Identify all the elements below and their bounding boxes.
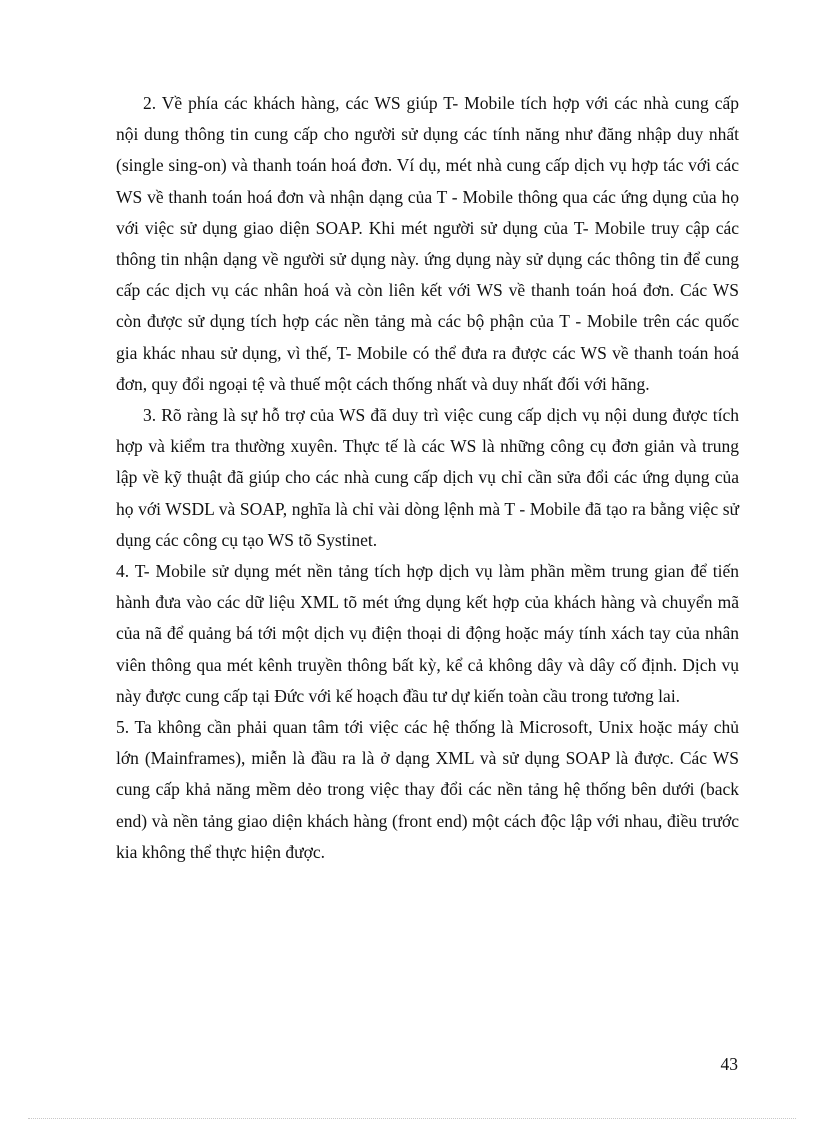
page-bottom-border [28, 1118, 796, 1119]
paragraph-3: 3. Rõ ràng là sự hỗ trợ của WS đã duy trì việc cung cấp dịch vụ nội dung được tích hợp và kiểm tra thường xuyên. Thực tế là các WS là những công cụ đơn giản và trung lập về kỹ thuật đã giúp cho các nhà cung cấp dịch vụ chỉ cần sửa đổi các ứng dụng của họ với WSDL và SOAP, nghĩa là chỉ vài dòng lệnh mà T - Mobile đã tạo ra bằng việc sử dụng các công cụ tạo WS tõ Systinet. [116, 405, 739, 550]
page-body [116, 88, 739, 868]
paragraph-5: 5. Ta không cần phải quan tâm tới việc các hệ thống là Microsoft, Unix hoặc máy chủ lớn (Mainframes), miễn là đầu ra là ở dạng XML và sử dụng SOAP là được. Các WS cung cấp khả năng mềm dẻo trong việc thay đổi các nền tảng hệ thống bên dưới (back end) và nền tảng giao diện khách hàng (front end) một cách độc lập với nhau, điều trước kia không thể thực hiện được. [116, 717, 739, 862]
paragraph-4: 4. T- Mobile sử dụng mét nền tảng tích hợp dịch vụ làm phần mềm trung gian để tiến hành đưa vào các dữ liệu XML tõ mét ứng dụng kết hợp của khách hàng và chuyển mã của nã để quảng bá tới một dịch vụ điện thoại di động hoặc máy tính xách tay của nhân viên thông qua mét kênh truyền thông bất kỳ, kể cả không dây và dây cố định. Dịch vụ này được cung cấp tại Đức với kế hoạch đầu tư dự kiến toàn cầu trong tương lai. [116, 561, 739, 706]
paragraph-2: 2. Về phía các khách hàng, các WS giúp T- Mobile tích hợp với các nhà cung cấp nội dung thông tin cung cấp cho người sử dụng các tính năng như đăng nhập duy nhất (single sing-on) và thanh toán hoá đơn. Ví dụ, mét nhà cung cấp dịch vụ hợp tác với các WS về thanh toán hoá đơn và nhận dạng của T - Mobile thông qua các ứng dụng của họ với việc sử dụng giao diện SOAP. Khi mét người sử dụng của T- Mobile truy cập các thông tin nhận dạng về người sử dụng này. ứng dụng này sử dụng các thông tin để cung cấp các dịch vụ các nhân hoá và còn liên kết với WS về thanh toán hoá đơn. Các WS còn được sử dụng tích hợp các nền tảng mà các bộ phận của T - Mobile trên các quốc gia khác nhau sử dụng, vì thế, T- Mobile có thể đưa ra được các WS về thanh toán hoá đơn, quy đổi ngoại tệ và thuế một cách thống nhất và duy nhất đối với hãng. [116, 93, 739, 394]
page-number: 43 [720, 1054, 738, 1074]
